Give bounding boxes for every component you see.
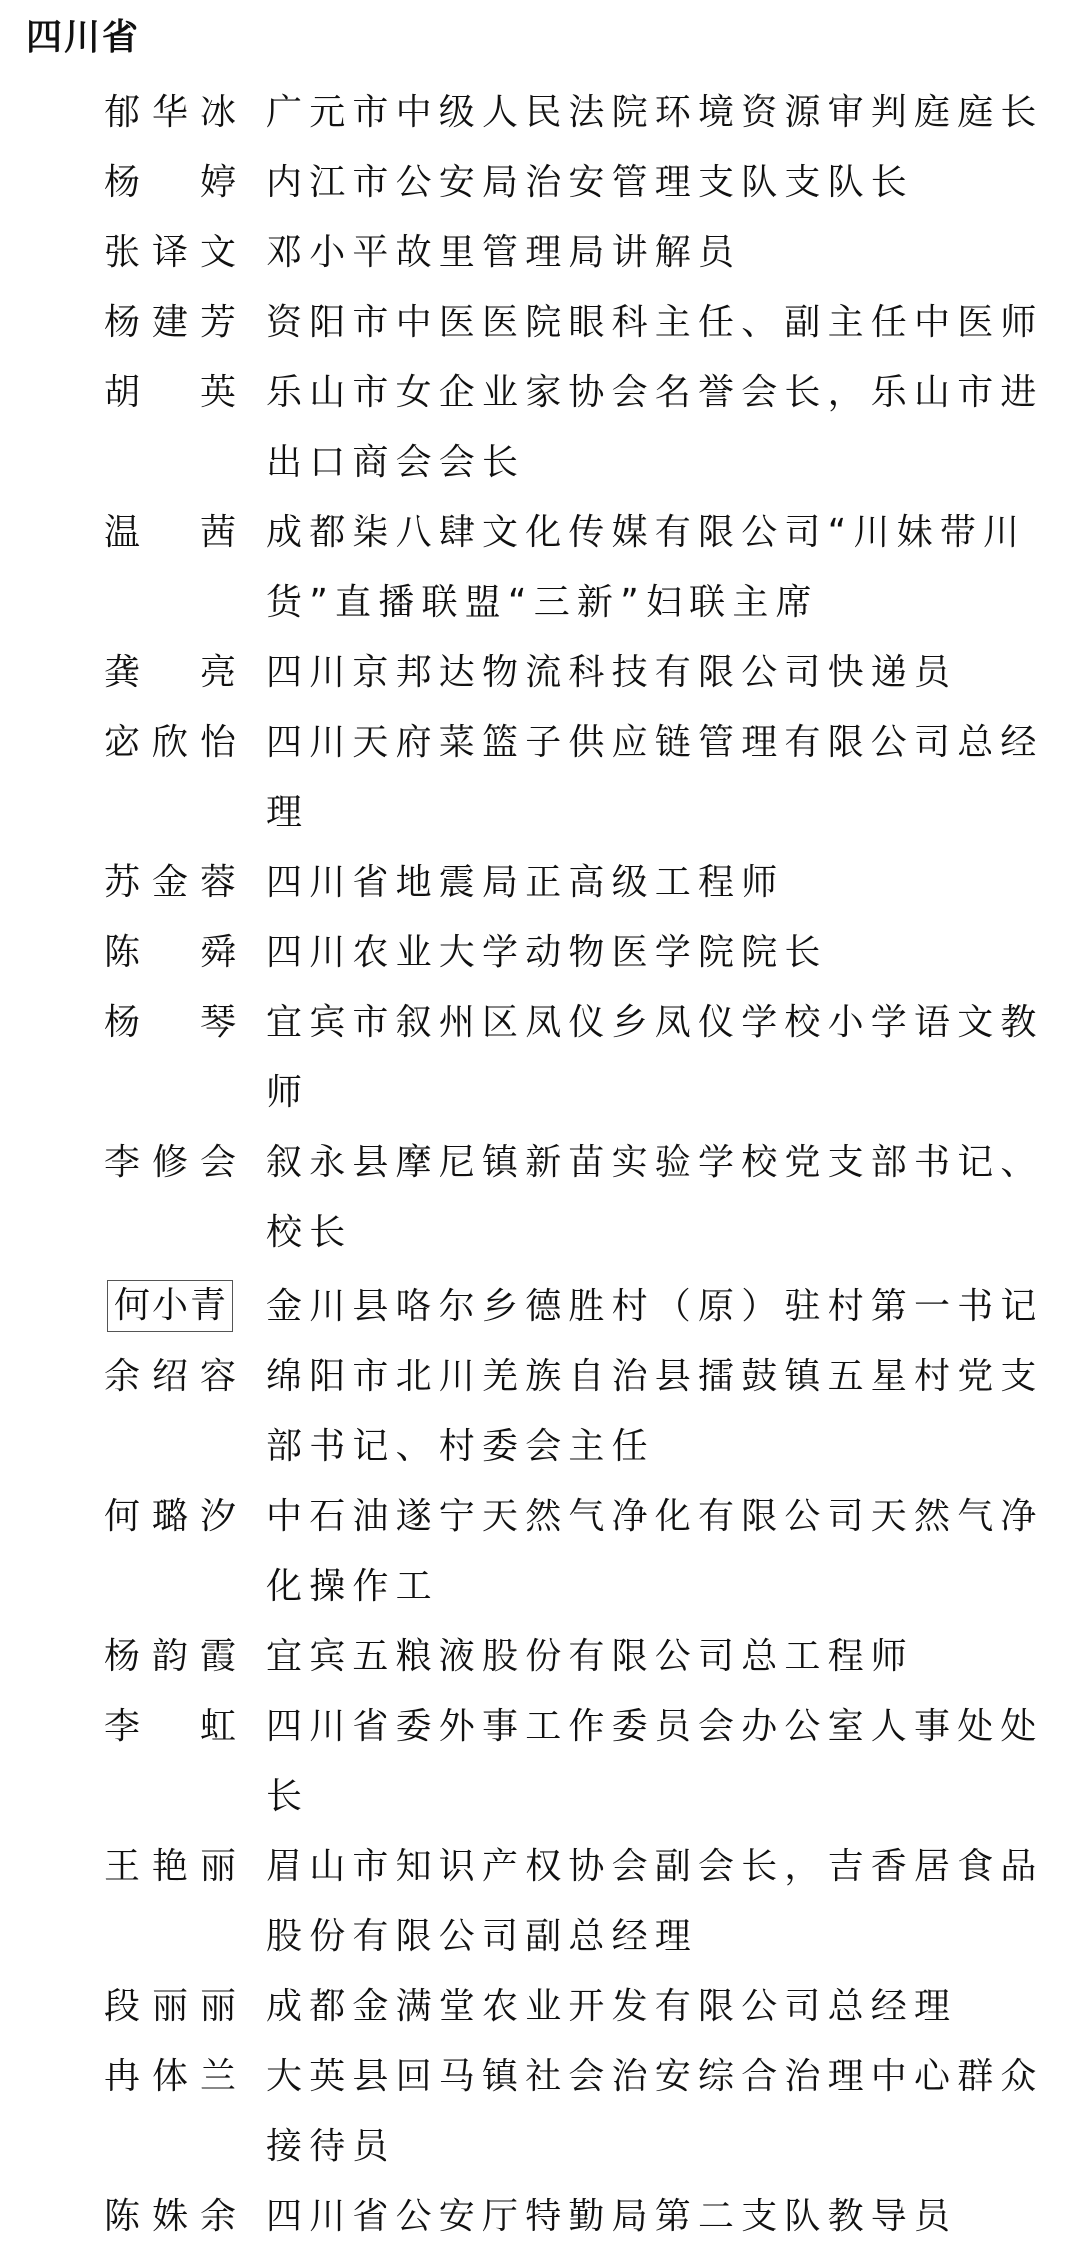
name-char: 欣 <box>151 722 188 763</box>
name-char: 体 <box>151 2056 188 2097</box>
list-item <box>0 148 1080 218</box>
honoree-title: 绵阳市北川羌族自治县擂鼓镇五星村党支部书记、村委会主任 <box>266 1356 1044 1467</box>
name-char: 何 <box>104 1496 141 1537</box>
honoree-name <box>104 2042 236 2112</box>
name-char: 金 <box>151 862 188 903</box>
name-char: 汐 <box>199 1496 236 1537</box>
list-item <box>0 2042 1080 2182</box>
list-item <box>0 1972 1080 2042</box>
name-char: 修 <box>151 1142 188 1183</box>
honoree-title: 眉山市知识产权协会副会长，吉香居食品股份有限公司副总经理 <box>266 1846 1044 1957</box>
honoree-list <box>0 78 1080 2252</box>
name-char: 温 <box>104 512 141 553</box>
honoree-name <box>104 1342 236 1412</box>
honoree-title: 宜宾市叙州区凤仪乡凤仪学校小学语文教师 <box>266 1002 1044 1113</box>
honoree-name <box>104 148 236 218</box>
honoree-title: 四川省公安厅特勤局第二支队教导员 <box>266 2196 958 2237</box>
list-item <box>0 1482 1080 1622</box>
name-char <box>164 638 175 708</box>
name-char: 李 <box>104 1706 141 1747</box>
name-char: 陈 <box>104 932 141 973</box>
list-item <box>0 1692 1080 1832</box>
honoree-name <box>104 218 236 288</box>
name-char <box>164 918 175 988</box>
list-item <box>0 848 1080 918</box>
name-char: 胡 <box>104 372 141 413</box>
list-item <box>0 638 1080 708</box>
honoree-name <box>104 1692 236 1762</box>
name-char: 虹 <box>199 1706 236 1747</box>
honoree-title: 成都柒八肆文化传媒有限公司“川妹带川货”直播联盟“三新”妇联主席 <box>266 512 1027 623</box>
honoree-title: 四川省委外事工作委员会办公室人事处处长 <box>266 1706 1044 1817</box>
name-char: 冉 <box>104 2056 141 2097</box>
name-char: 丽 <box>199 1986 236 2027</box>
name-char: 张 <box>104 232 141 273</box>
list-item <box>0 708 1080 848</box>
honoree-name <box>104 358 236 428</box>
name-char: 杨 <box>104 1002 141 1043</box>
name-char: 婷 <box>199 162 236 203</box>
list-item <box>0 918 1080 988</box>
name-char: 容 <box>199 1356 236 1397</box>
honoree-name <box>104 2182 236 2252</box>
honoree-name-boxed <box>107 1280 233 1332</box>
list-item <box>0 1832 1080 1972</box>
honoree-name <box>104 498 236 568</box>
name-char <box>164 148 175 218</box>
honoree-title: 金川县咯尔乡德胜村（原）驻村第一书记 <box>266 1286 1044 1327</box>
honoree-name <box>104 1622 236 1692</box>
name-char <box>164 1692 175 1762</box>
province-heading: 四川省 <box>26 17 141 58</box>
list-item <box>0 358 1080 498</box>
honoree-title: 大英县回马镇社会治安综合治理中心群众接待员 <box>266 2056 1044 2167</box>
honoree-title: 四川省地震局正高级工程师 <box>266 862 785 903</box>
name-char <box>164 358 175 428</box>
name-char: 苏 <box>104 862 141 903</box>
name-char: 绍 <box>151 1356 188 1397</box>
name-char: 何 <box>114 1285 151 1326</box>
name-char: 英 <box>199 372 236 413</box>
honoree-title: 乐山市女企业家协会名誉会长，乐山市进出口商会会长 <box>266 372 1044 483</box>
name-char: 李 <box>104 1142 141 1183</box>
name-char: 宓 <box>104 722 141 763</box>
honoree-name <box>104 1482 236 1552</box>
name-char: 龚 <box>104 652 141 693</box>
honoree-title: 四川京邦达物流科技有限公司快递员 <box>266 652 958 693</box>
name-char <box>164 988 175 1058</box>
name-char: 段 <box>104 1986 141 2027</box>
honoree-name <box>104 918 236 988</box>
honoree-name <box>104 638 236 708</box>
name-char: 芳 <box>199 302 236 343</box>
name-char: 王 <box>104 1846 141 1887</box>
name-char: 杨 <box>104 162 141 203</box>
name-char: 郁 <box>104 92 141 133</box>
name-char: 璐 <box>151 1496 188 1537</box>
name-char: 会 <box>199 1142 236 1183</box>
name-char: 丽 <box>151 1986 188 2027</box>
honoree-name <box>104 708 236 778</box>
list-item <box>0 78 1080 148</box>
honoree-title: 宜宾五粮液股份有限公司总工程师 <box>266 1636 915 1677</box>
name-char: 姝 <box>151 2196 188 2237</box>
name-char: 杨 <box>104 302 141 343</box>
name-char: 余 <box>104 1356 141 1397</box>
name-char: 青 <box>189 1285 226 1326</box>
list-item <box>0 498 1080 638</box>
name-char: 华 <box>151 92 188 133</box>
name-char: 霞 <box>199 1636 236 1677</box>
list-item <box>0 1128 1080 1268</box>
name-char: 丽 <box>199 1846 236 1887</box>
name-char: 琴 <box>199 1002 236 1043</box>
honoree-name <box>104 288 236 358</box>
name-char: 余 <box>199 2196 236 2237</box>
honoree-name <box>104 848 236 918</box>
name-char: 亮 <box>199 652 236 693</box>
name-char: 茜 <box>199 512 236 553</box>
honoree-title: 广元市中级人民法院环境资源审判庭庭长 <box>266 92 1044 133</box>
honoree-title: 四川农业大学动物医学院院长 <box>266 932 828 973</box>
name-char: 冰 <box>199 92 236 133</box>
name-char: 译 <box>151 232 188 273</box>
name-char: 建 <box>151 302 188 343</box>
honoree-name <box>104 1972 236 2042</box>
honoree-title: 叙永县摩尼镇新苗实验学校党支部书记、校长 <box>266 1142 1044 1253</box>
name-char: 兰 <box>199 2056 236 2097</box>
name-char: 舜 <box>199 932 236 973</box>
name-char <box>164 498 175 568</box>
honoree-name <box>104 1832 236 1902</box>
honoree-name <box>104 1128 236 1198</box>
list-item <box>0 988 1080 1128</box>
honoree-title: 邓小平故里管理局讲解员 <box>266 232 742 273</box>
honoree-title: 资阳市中医医院眼科主任、副主任中医师 <box>266 302 1044 343</box>
honoree-title: 内江市公安局治安管理支队支队长 <box>266 162 915 203</box>
name-char: 韵 <box>151 1636 188 1677</box>
list-item <box>0 1342 1080 1482</box>
name-char: 蓉 <box>199 862 236 903</box>
name-char: 怡 <box>199 722 236 763</box>
list-item <box>0 1622 1080 1692</box>
honoree-title: 成都金满堂农业开发有限公司总经理 <box>266 1986 958 2027</box>
name-char: 陈 <box>104 2196 141 2237</box>
honoree-name <box>104 988 236 1058</box>
name-char: 小 <box>151 1285 188 1326</box>
name-char: 文 <box>199 232 236 273</box>
name-char: 艳 <box>151 1846 188 1887</box>
list-item <box>0 2182 1080 2252</box>
list-item <box>0 288 1080 358</box>
honoree-title: 四川天府菜篮子供应链管理有限公司总经理 <box>266 722 1044 833</box>
list-item <box>0 1272 1080 1342</box>
name-char: 杨 <box>104 1636 141 1677</box>
honoree-title: 中石油遂宁天然气净化有限公司天然气净化操作工 <box>266 1496 1044 1607</box>
list-item <box>0 218 1080 288</box>
honoree-name <box>104 78 236 148</box>
